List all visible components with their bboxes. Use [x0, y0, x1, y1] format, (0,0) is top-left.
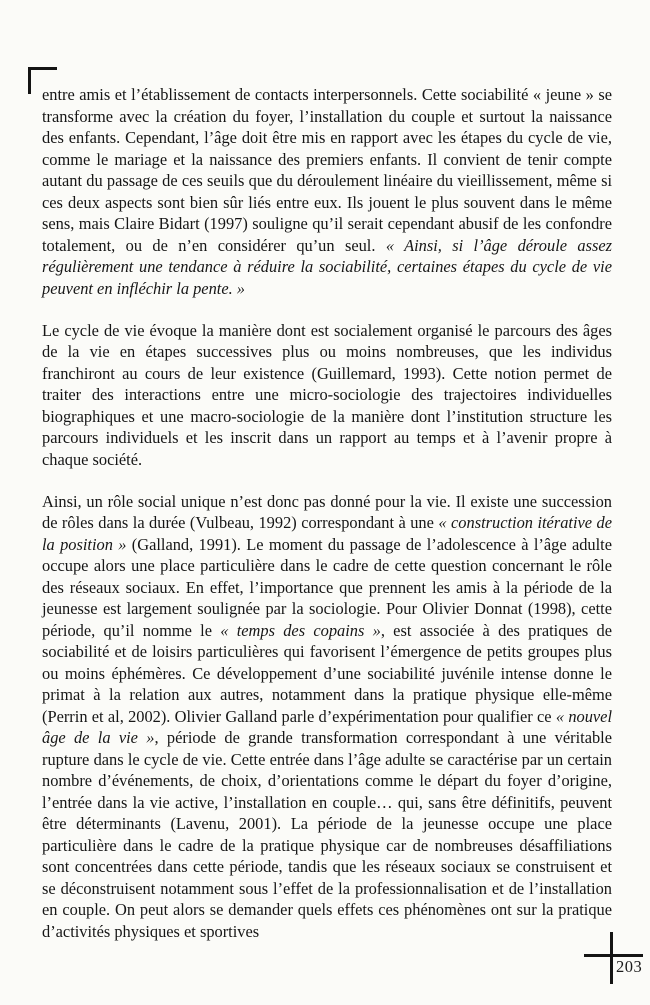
text-segment-italic: « nouvel âge de la vie »	[42, 706, 613, 747]
text-segment-italic: « Ainsi, si l’âge déroule assez régulièrement une tendance à réduire la sociabilité, certaines étapes du cycle de vie peuvent en infléchir la pente. »	[42, 235, 612, 298]
paragraph-1	[42, 84, 612, 299]
text-segment: , période de grande transformation correspondant à une véritable rupture dans le cycle de vie. Cette entrée dans l’âge adulte se caractérise par un certain nombre d’événements, de choix, d’orientations comme le départ du foyer d’origine, l’entrée dans la vie active, l’installation en couple… qui, sans être définitifs, peuvent être déterminants (Lavenu, 2001). La période de la jeunesse occupe une place particulière dans le cadre de la pratique physique car de nombreuses désaffiliations sont concentrées dans cette période, tandis que les réseaux sociaux se construisent et se déconstruisent notamment sous l’effet de la professionnalisation et de l’installation en couple. On peut alors se demander quels effets ces phénomènes ont sur la pratique d’activités physiques et sportives	[42, 728, 612, 941]
paragraph-3	[42, 491, 612, 943]
text-segment-italic: « construction itérative de la position »	[42, 513, 612, 554]
text-segment: Ainsi, un rôle social unique n’est donc pas donné pour la vie. Il existe une succession de rôles dans la durée (Vulbeau, 1992) correspondant à une	[42, 491, 612, 532]
text-segment: , est associée à des pratiques de sociabilité et de loisirs particulières qui favorisent l’émergence de petits groupes plus ou moins éphémères. Ce développement d’une sociabilité juvénile intense donne le primat à la relation aux autres, notamment dans la pratique physique elle-même (Perrin et al, 2002). Olivier Galland parle d’expérimentation pour qualifier ce	[42, 620, 613, 726]
page-number: 203	[616, 957, 643, 976]
body-text	[42, 84, 612, 942]
crop-mark-bottom-right-vertical-icon	[610, 932, 613, 984]
text-segment: (Galland, 1991). Le moment du passage de l’adolescence à l’âge adulte occupe alors une place particulière dans le cadre de cette question concernant le rôle des réseaux sociaux. En effet, l’importance que prennent les amis à la période de la jeunesse est largement soulignée par la sociologie. Pour Olivier Donnat (1998), cette période, qu’il nomme le	[42, 534, 612, 640]
paragraph-2	[42, 320, 612, 471]
text-segment: Le cycle de vie évoque la manière dont est socialement organisé le parcours des âges de la vie en étapes successives plus ou moins nombreuses, que les individus franchiront au cours de leur existence (Guillemard, 1993). Cette notion permet de traiter des interactions entre une micro-sociologie des trajectoires individuelles biographiques et une macro-sociologie de la manière dont l’institution structure les parcours individuels et les inscrit dans un rapport au temps et à l’avenir propre à chaque société.	[42, 320, 612, 469]
text-segment-italic: « temps des copains »	[220, 620, 381, 640]
text-segment: entre amis et l’établissement de contacts interpersonnels. Cette sociabilité « jeune » se transforme avec la création du foyer, l’installation du couple et surtout la naissance des enfants. Cependant, l’âge doit être mis en rapport avec les étapes du cycle de vie, comme le mariage et la naissance des premiers enfants. Il convient de tenir compte autant du passage de ces seuils que du déroulement linéaire du vieillissement, même si ces deux aspects sont bien sûr liés entre eux. Ils jouent le plus souvent dans le même sens, mais Claire Bidart (1997) souligne qu’il serait cependant abusif de les confondre totalement, ou de n’en considérer qu’un seul.	[42, 85, 612, 255]
